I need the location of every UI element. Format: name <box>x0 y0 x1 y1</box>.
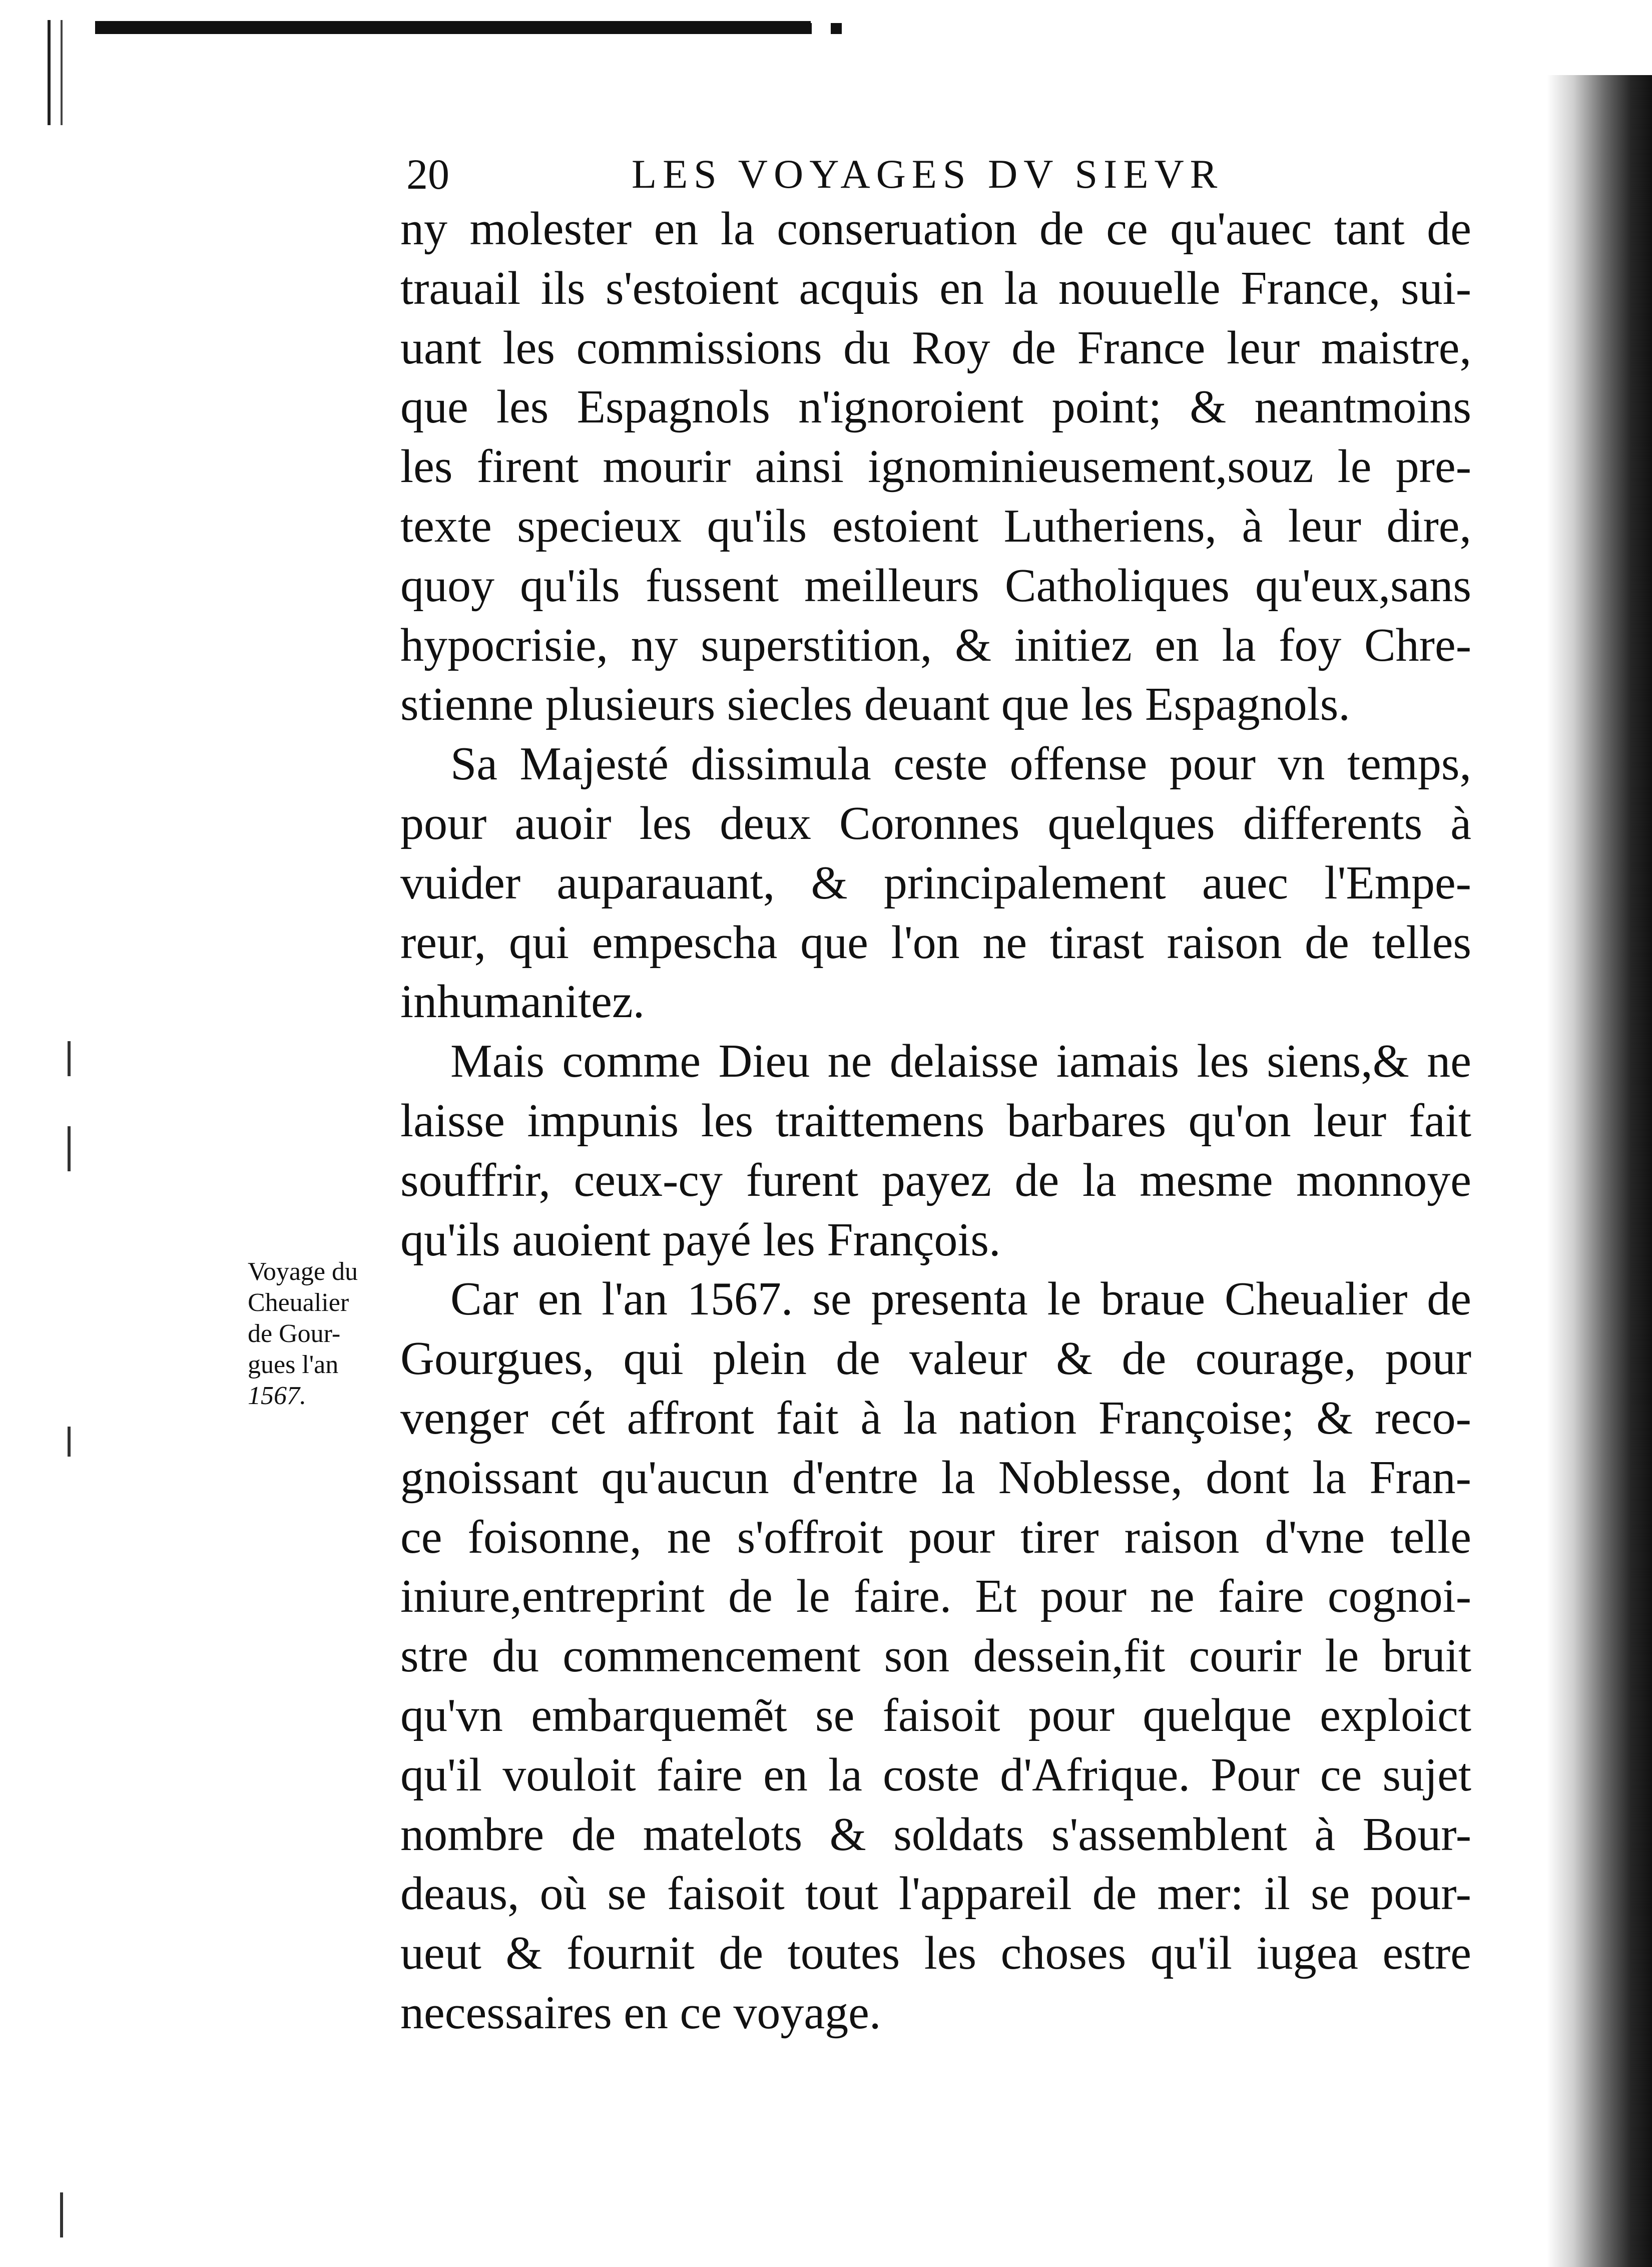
text-line: qu'il vouloit faire en la coste d'Afrique. Pour ce sujet <box>400 1748 1471 1801</box>
gutter-mark <box>68 1126 71 1171</box>
text-line: Car en l'an 1567. se presenta le braue Cheualier de <box>450 1273 1471 1325</box>
gutter-mark <box>68 1427 71 1457</box>
text-line: hypocrisie, ny superstition, & initiez en la foy Chre- <box>400 619 1471 671</box>
text-line: uant les commissions du Roy de France leur maistre, <box>400 321 1471 374</box>
text-line: necessaires en ce voyage. <box>400 1986 881 2039</box>
binding-marks <box>48 20 63 125</box>
margin-note-line: Voyage du <box>248 1257 358 1286</box>
text-line: Sa Majesté dissimula ceste offense pour vn temps, <box>450 738 1471 790</box>
text-line: laisse impunis les traittemens barbares qu'on leur fait <box>400 1094 1471 1147</box>
text-line: nombre de matelots & soldats s'assemblent à Bour- <box>400 1808 1471 1861</box>
text-line: trauail ils s'estoient acquis en la nouuelle France, sui- <box>400 262 1471 314</box>
running-title: LES VOYAGES DV SIEVR <box>632 151 1224 197</box>
text-line: reur, qui empescha que l'on ne tirast raison de telles <box>400 916 1471 969</box>
text-line: souffrir, ceux-cy furent payez de la mesme monnoye <box>400 1154 1471 1206</box>
text-line: vuider auparauant, & principalement auec l'Empe- <box>400 856 1471 909</box>
body-text <box>400 199 1471 2043</box>
text-line: qu'vn embarquemẽt se faisoit pour quelque exploict <box>400 1689 1471 1741</box>
margin-note-line: 1567. <box>248 1382 306 1410</box>
margin-note <box>248 1256 393 1412</box>
text-line: les firent mourir ainsi ignominieusement,souz le pre- <box>400 440 1471 493</box>
gutter-mark <box>60 2192 63 2237</box>
text-line: ueut & fournit de toutes les choses qu'il iugea estre <box>400 1927 1471 1980</box>
gutter-mark <box>68 1041 71 1076</box>
top-rule-dot <box>801 23 812 34</box>
text-line: texte specieux qu'ils estoient Lutheriens, à leur dire, <box>400 500 1471 552</box>
text-line: stienne plusieurs siecles deuant que les Espagnols. <box>400 678 1350 731</box>
text-line: inhumanitez. <box>400 976 645 1028</box>
margin-note-line: gues l'an <box>248 1350 339 1379</box>
page-number: 20 <box>406 150 449 198</box>
text-line: Gourgues, qui plein de valeur & de courage, pour <box>400 1332 1471 1385</box>
text-line: ny molester en la conseruation de ce qu'auec tant de <box>400 203 1471 255</box>
margin-note-line: Cheualier <box>248 1288 349 1317</box>
top-rule <box>95 21 811 34</box>
text-line: iniure,entreprint de le faire. Et pour ne faire cognoi- <box>400 1570 1471 1623</box>
running-head <box>406 149 1297 199</box>
text-line: Mais comme Dieu ne delaisse iamais les siens,& ne <box>450 1035 1471 1088</box>
margin-note-line: de Gour- <box>248 1319 341 1348</box>
text-line: ce foisonne, ne s'offroit pour tirer raison d'vne telle <box>400 1511 1471 1563</box>
page-edge-shadow <box>1547 75 1652 2267</box>
top-rule-dot <box>831 23 842 34</box>
text-line: gnoissant qu'aucun d'entre la Noblesse, dont la Fran- <box>400 1451 1471 1504</box>
text-line: pour auoir les deux Coronnes quelques differents à <box>400 797 1471 849</box>
text-line: venger cét affront fait à la nation Françoise; & reco- <box>400 1392 1471 1444</box>
text-line: stre du commencement son dessein,fit courir le bruit <box>400 1630 1471 1682</box>
text-line: qu'ils auoient payé les François. <box>400 1213 1001 1266</box>
text-line: deaus, où se faisoit tout l'appareil de mer: il se pour- <box>400 1868 1471 1920</box>
text-line: que les Espagnols n'ignoroient point; & neantmoins <box>400 381 1471 433</box>
text-line: quoy qu'ils fussent meilleurs Catholiques qu'eux,sans <box>400 559 1471 612</box>
